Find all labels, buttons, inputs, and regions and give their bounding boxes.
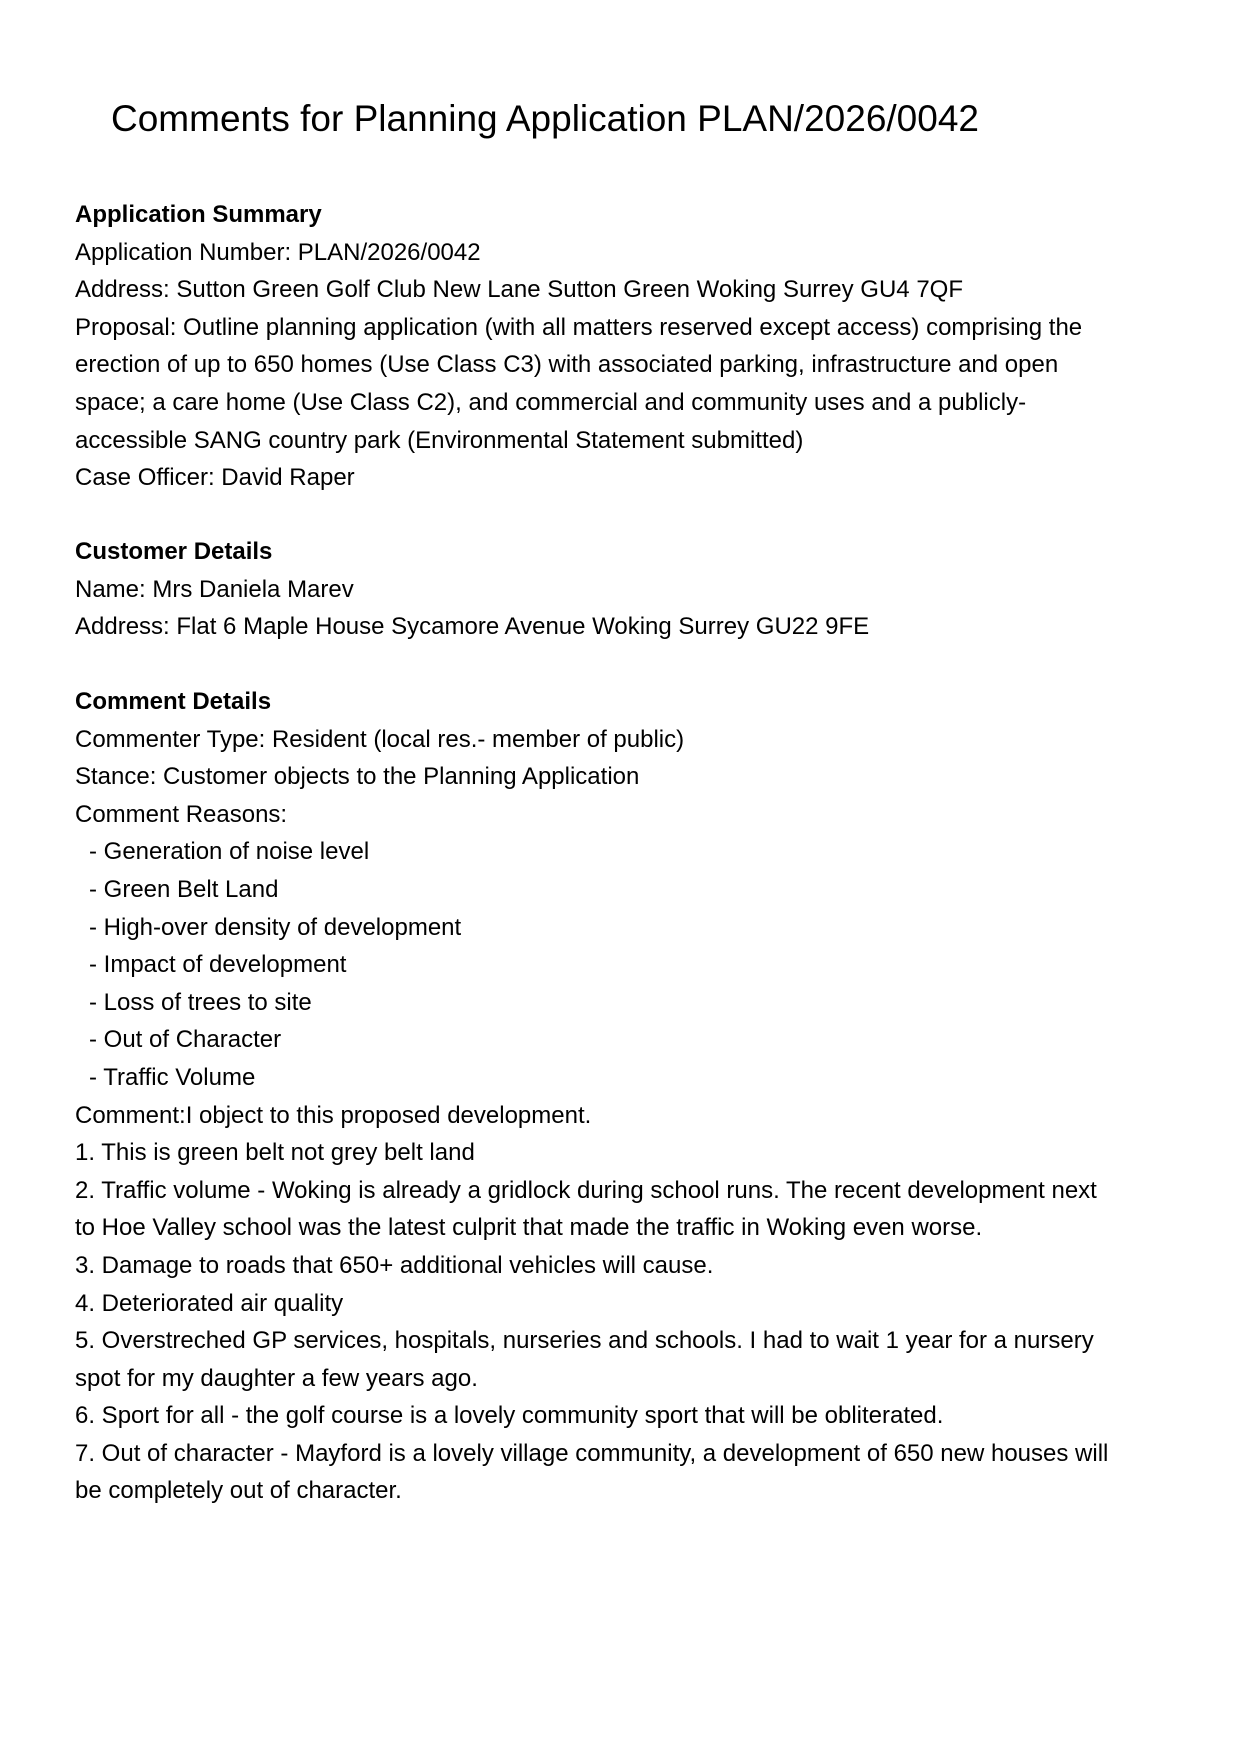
comment-line: 3. Damage to roads that 650+ additional vehicles will cause. (75, 1251, 714, 1279)
comment-details-section (75, 683, 1165, 1510)
comment-reason: - Green Belt Land (89, 875, 279, 903)
comment-line: 6. Sport for all - the golf course is a lovely community sport that will be obliterated. (75, 1402, 944, 1430)
application-summary-section (75, 196, 1165, 497)
case-officer: Case Officer: David Raper (75, 464, 355, 492)
comment-line: 5. Overstreched GP services, hospitals, nurseries and schools. I had to wait 1 year for a nursery (75, 1327, 1094, 1355)
proposal-line: erection of up to 650 homes (Use Class C3) with associated parking, infrastructure and open (75, 351, 1059, 379)
comment-reason: - High-over density of development (89, 913, 462, 941)
comment-line: 4. Deteriorated air quality (75, 1289, 344, 1317)
application-number: Application Number: PLAN/2026/0042 (75, 238, 481, 266)
comment-line: 7. Out of character - Mayford is a lovely village community, a development of 650 new houses will (75, 1439, 1109, 1467)
comment-line: to Hoe Valley school was the latest culprit that made the traffic in Woking even worse. (75, 1214, 983, 1242)
comment-line: Comment:I object to this proposed development. (75, 1101, 592, 1129)
comment-line: spot for my daughter a few years ago. (75, 1364, 478, 1392)
comment-reason: - Traffic Volume (89, 1063, 256, 1091)
comment-line: 1. This is green belt not grey belt land (75, 1139, 475, 1167)
customer-address: Address: Flat 6 Maple House Sycamore Avenue Woking Surrey GU22 9FE (75, 613, 870, 641)
customer-details-heading: Customer Details (75, 538, 273, 565)
application-summary-heading: Application Summary (75, 201, 322, 228)
comment-line: be completely out of character. (75, 1477, 402, 1505)
comment-line: 2. Traffic volume - Woking is already a gridlock during school runs. The recent development next (75, 1176, 1097, 1204)
comment-reasons-label: Comment Reasons: (75, 800, 288, 828)
commenter-type: Commenter Type: Resident (local res.- member of public) (75, 725, 685, 753)
proposal-line: accessible SANG country park (Environmental Statement submitted) (75, 426, 804, 454)
proposal-line: Proposal: Outline planning application (with all matters reserved except access) comprising the (75, 313, 1083, 341)
proposal-line: space; a care home (Use Class C2), and commercial and community uses and a publicly- (75, 388, 1027, 416)
stance: Stance: Customer objects to the Planning Application (75, 763, 640, 791)
application-address: Address: Sutton Green Golf Club New Lane Sutton Green Woking Surrey GU4 7QF (75, 276, 963, 304)
customer-details-section (75, 533, 1165, 646)
comment-reason: - Loss of trees to site (89, 988, 312, 1016)
page-title: Comments for Planning Application PLAN/2026/0042 (111, 98, 979, 139)
comment-reason: - Impact of development (89, 951, 347, 979)
customer-name: Name: Mrs Daniela Marev (75, 575, 354, 603)
comment-reason: - Out of Character (89, 1026, 282, 1054)
comment-details-heading: Comment Details (75, 688, 272, 715)
comment-reason: - Generation of noise level (89, 838, 370, 866)
